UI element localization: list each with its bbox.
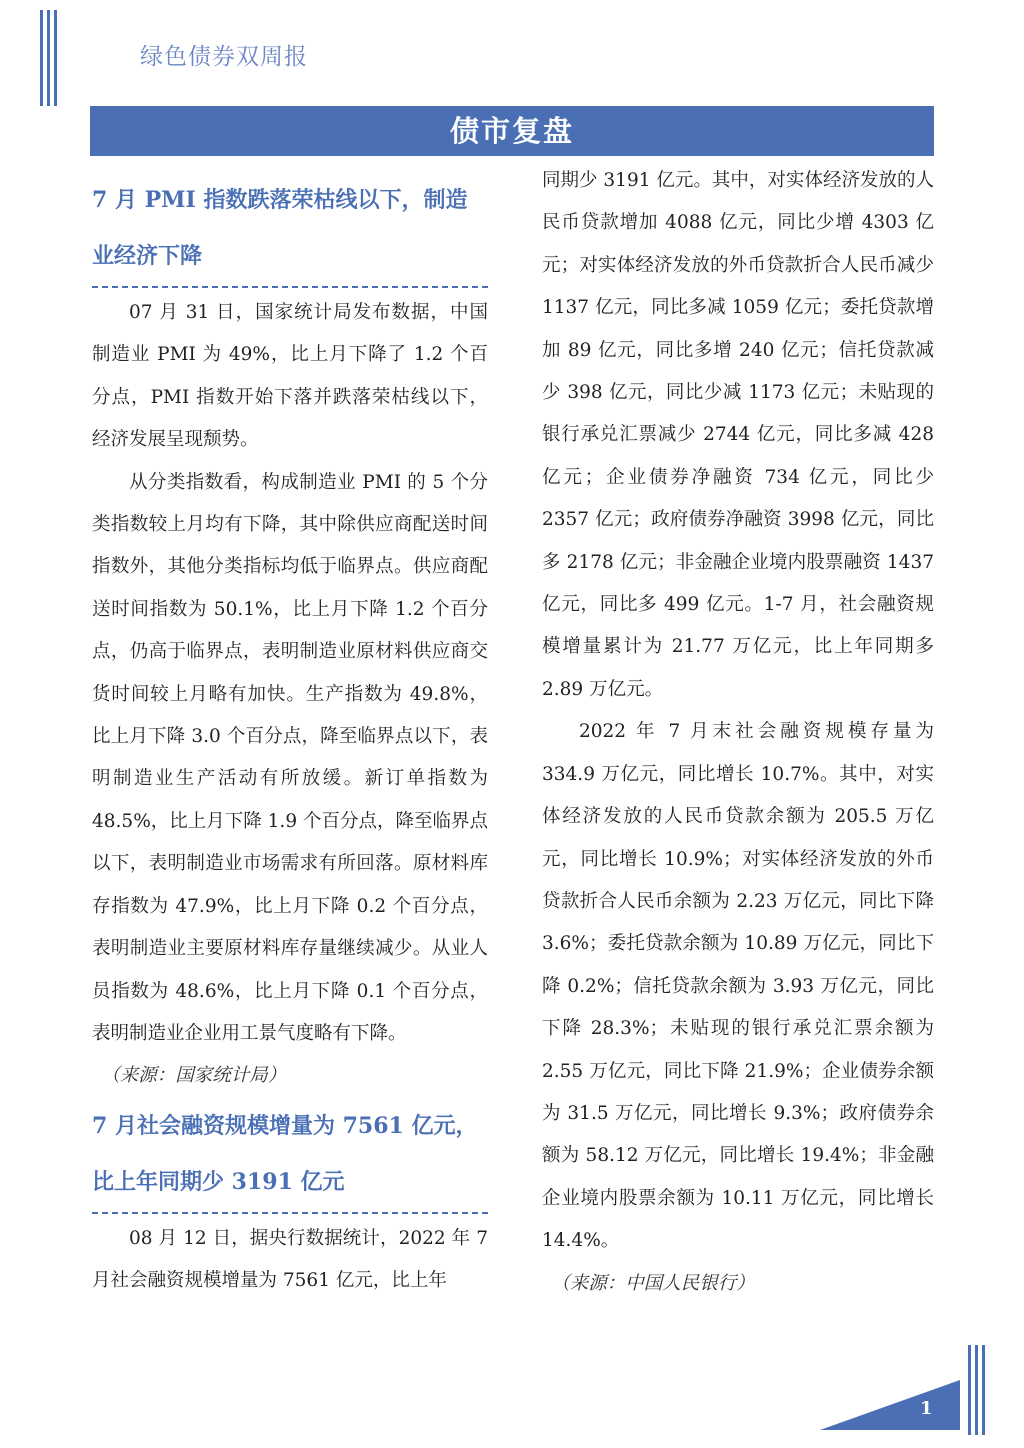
left-column (92, 160, 488, 1303)
section-banner: 债市复盘 (90, 106, 934, 156)
pmi-source: （来源：国家统计局） (101, 1065, 287, 1087)
footer-decoration-bars (968, 1345, 985, 1435)
page-number: 1 (920, 1398, 933, 1419)
financing-paragraph-2: 2022 年 7 月末社会融资规模存量为 334.9 万亿元，同比增长 10.7%。其中，对实体经济发放的人民币贷款余额为 205.5 万亿元，同比增长 10.9%；对实体经济发放的外币贷款折合人民币余额为 2.23 万亿元，同比下降 3.6%；委托贷款余额为 10.89 万亿元，同比下降 0.2%；信托贷款余额为 3.93 万亿元，同比下降 28.3%；未贴现的银行承兑汇票余额为 2.55 万亿元，同比下降 21.9%；企业债券余额为 31.5 万亿元，同比增长 9.3%；政府债券余额为 58.12 万亿元，同比增长 19.4%；非金融企业境内股票余额为 10.11 万亿元，同比增长 14.4%。 (542, 721, 934, 1252)
article-heading-pmi: 7 月 PMI 指数跌落荣枯线以下，制造业经济下降 (92, 187, 468, 269)
pmi-paragraph-1: 07 月 31 日，国家统计局发布数据，中国制造业 PMI 为 49%，比上月下降了 1.2 个百分点，PMI 指数开始下落并跌落荣枯线以下，经济发展呈现颓势。 (92, 302, 488, 451)
footer-triangle (820, 1380, 960, 1430)
pmi-paragraph-2: 从分类指数看，构成制造业 PMI 的 5 个分类指数较上月均有下降，其中除供应商配送时间指数外，其他分类指标均低于临界点。供应商配送时间指数为 50.1%，比上月下降 1.2 个百分点，仍高于临界点，表明制造业原材料供应商交货时间较上月略有加快。生产指数为 49.8%，比上月下降 3.0 个百分点，降至临界点以下，表明制造业生产活动有所放缓。新订单指数为 48.5%，比上月下降 1.9 个百分点，降至临界点以下，表明制造业市场需求有所回落。原材料库存指数为 47.9%，比上月下降 0.2 个百分点，表明制造业主要原材料库存量继续减少。从业人员指数为 48.6%，比上月下降 0.1 个百分点，表明制造业企业用工景气度略有下降。 (92, 471, 488, 1044)
heading-divider (92, 286, 488, 288)
heading-divider (92, 1212, 488, 1214)
right-column (542, 160, 934, 1305)
article-heading-financing: 7 月社会融资规模增量为 7561 亿元，比上年同期少 3191 亿元 (92, 1112, 478, 1195)
financing-paragraph-1-start: 08 月 12 日，据央行数据统计，2022 年 7 月社会融资规模增量为 7561 亿元，比上年 (92, 1227, 488, 1292)
report-title: 绿色债券双周报 (140, 44, 308, 70)
financing-source: （来源：中国人民银行） (551, 1272, 755, 1294)
header-decoration-bars (40, 10, 57, 106)
financing-paragraph-1-cont: 同期少 3191 亿元。其中，对实体经济发放的人民币贷款增加 4088 亿元，同比少增 4303 亿元；对实体经济发放的外币贷款折合人民币减少 1137 亿元，同比多减 1059 亿元；委托贷款增加 89 亿元，同比多增 240 亿元；信托贷款减少 398 亿元，同比少减 1173 亿元；未贴现的银行承兑汇票减少 2744 亿元，同比多减 428 亿元；企业债券净融资 734 亿元，同比少 2357 亿元；政府债券净融资 3998 亿元，同比多 2178 亿元；非金融企业境内股票融资 1437 亿元，同比多 499 亿元。1-7 月，社会融资规模增量累计为 21.77 万亿元，比上年同期多 2.89 万亿元。 (542, 170, 934, 700)
